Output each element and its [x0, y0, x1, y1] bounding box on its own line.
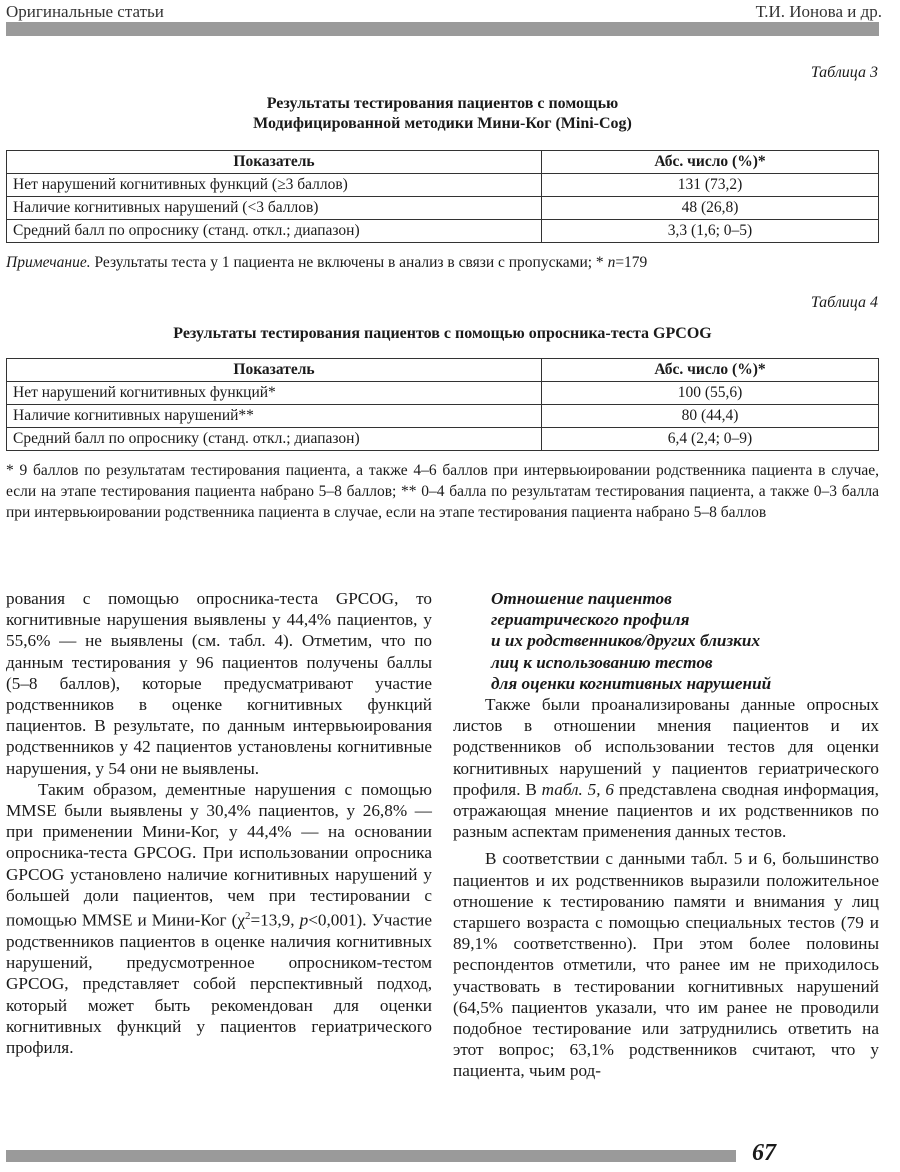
paragraph	[453, 694, 879, 842]
table-cell: Средний балл по опроснику (станд. откл.; диапазон)	[7, 220, 542, 243]
text-run: Таким образом, дементные нарушения с помощью MMSE были выявлены у 30,4% пациентов, у 26,8% — при применении Мини-Ког, у 44,4% — на основании опросника-теста GPCOG. При использовании опросника GPCOG установлено наличие когнитивных нарушений у большей доли пациентов, чем при тестировании с помощью MMSE и Мини-Ког (χ	[6, 779, 432, 930]
table3-note-label: Примечание.	[6, 254, 91, 271]
table4	[6, 358, 879, 451]
table3-note	[6, 252, 879, 273]
body-column-left	[6, 588, 432, 1058]
section-heading-line: Отношение пациентов	[491, 589, 672, 608]
table4-col-header: Показатель	[7, 359, 542, 382]
section-heading-line: для оценки когнитивных нарушений	[491, 673, 772, 693]
running-header-section: Оригинальные статьи	[6, 2, 164, 21]
table-cell: Наличие когнитивных нарушений (<3 баллов)	[7, 197, 542, 220]
table4-col-header: Абс. число (%)*	[542, 359, 879, 382]
paragraph: рования с помощью опросника-теста GPCOG, то когнитивные нарушения выявлены у 44,4% пациентов, у 55,6% — не выявлены (см. табл. 4). Отметим, что по данным тестирования у 96 пациентов получены баллы (5–8 баллов), которые предусматривают участие родственников в оценке когнитивных функций пациентов. В результате, по данным интервьюирования родственников у 42 пациентов установлены когнитивные нарушения, у 54 они не выявлены.	[6, 589, 432, 778]
footer-bar	[6, 1150, 736, 1162]
running-header-authors: Т.И. Ионова и др.	[755, 2, 882, 21]
table4-number: Таблица 4	[810, 294, 878, 311]
text-run: Также были проанализированы данные опросных листов в отношении мнения пациентов и их родственников об использовании тестов для оценки когнитивных нарушений у пациентов гериатрического профиля. В	[453, 695, 879, 799]
table-cell: 131 (73,2)	[542, 174, 879, 197]
section-heading-line: и их родственников/других близких	[491, 631, 761, 651]
table3-note-n: n	[607, 254, 616, 271]
table3-note-end: =179	[615, 254, 648, 271]
italic-run: p	[299, 910, 309, 930]
table-row	[7, 220, 879, 243]
header-divider-bar	[6, 22, 879, 36]
page-number: 67	[752, 1140, 776, 1166]
table-row	[7, 197, 879, 220]
superscript: 2	[244, 910, 251, 923]
table-cell: Средний балл по опроснику (станд. откл.; диапазон)	[7, 428, 542, 451]
text-run: <0,001). Участие родственников пациентов в оценке наличия когнитивных нарушений, предусмотренное опросником-тестом GPCOG, представляет собой перспективный подход, который может быть рекомендован для оценки когнитивных функций у пациентов гериатрического профиля.	[6, 910, 433, 1057]
table-cell: Наличие когнитивных нарушений**	[7, 405, 542, 428]
table3-col-header: Показатель	[7, 151, 542, 174]
table4-footnote: * 9 баллов по результатам тестирования пациента, а также 4–6 баллов при интервьюировании родственника пациента в случае, если на этапе тестирования пациента набрано 5–8 баллов; ** 0–4 балла по результатам тестирования пациента, а также 0–3 балла при интервьюировании родственника пациента в случае, если на этапе тестирования пациента набрано 5–8 баллов	[6, 462, 879, 521]
table3-title-line2: Модифицированной методики Мини-Ког (Mini-Cog)	[253, 115, 632, 132]
paragraph: В соответствии с данными табл. 5 и 6, большинство пациентов и их родственников выразили положительное отношение к тестированию памяти и внимания у лиц старшего возраста с помощью специальных тестов (79 и 89,1% соответственно). При этом более половины респондентов отметили, что ранее им не приходилось участвовать в тестировании когнитивных нарушений (64,5% пациентов указали, что им ранее не проводили подобное тестирование или затруднились ответить на этот вопрос; 63,1% родственников считают, что у пациента, чьим род-	[453, 849, 879, 1081]
section-heading-line: лиц к использованию тестов	[491, 652, 713, 672]
table3-title	[0, 94, 885, 134]
table-row	[7, 428, 879, 451]
table3-header-row	[7, 151, 879, 174]
section-heading	[491, 588, 879, 694]
table-row	[7, 382, 879, 405]
table4-header-row	[7, 359, 879, 382]
paragraph	[6, 779, 432, 1058]
table-cell: 48 (26,8)	[542, 197, 879, 220]
table-row	[7, 174, 879, 197]
table4-title: Результаты тестирования пациентов с помощью опросника-теста GPCOG	[173, 325, 712, 342]
table-cell: 80 (44,4)	[542, 405, 879, 428]
table3-col-header: Абс. число (%)*	[542, 151, 879, 174]
table-cell: Нет нарушений когнитивных функций*	[7, 382, 542, 405]
table-cell: 3,3 (1,6; 0–5)	[542, 220, 879, 243]
text-run: =13,9,	[250, 910, 300, 930]
body-column-right	[453, 588, 879, 1082]
table-reference: табл. 5, 6	[541, 779, 614, 799]
table3-title-line1: Результаты тестирования пациентов с помощью	[266, 95, 619, 112]
table3-note-text: Результаты теста у 1 пациента не включены в анализ в связи с пропусками; *	[90, 254, 608, 271]
table3-number: Таблица 3	[810, 64, 878, 81]
table-cell: Нет нарушений когнитивных функций (≥3 баллов)	[7, 174, 542, 197]
text-run: представлена сводная информация, отражающая мнение пациентов и их родственников по разным аспектам применения данных тестов.	[453, 779, 879, 842]
table-cell: 6,4 (2,4; 0–9)	[542, 428, 879, 451]
section-heading-line: гериатрического профиля	[491, 610, 690, 630]
table3	[6, 150, 879, 243]
table-row	[7, 405, 879, 428]
table-cell: 100 (55,6)	[542, 382, 879, 405]
